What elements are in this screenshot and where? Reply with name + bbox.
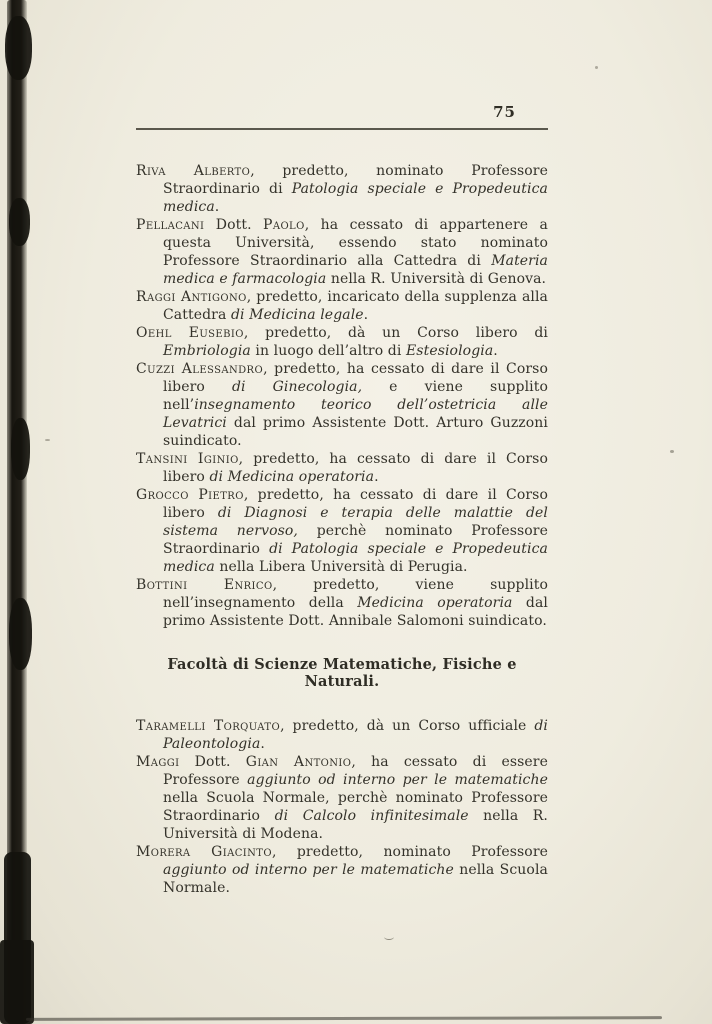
entry-segment: , predetto, ha cessato di dare il Corso libero xyxy=(163,451,548,485)
binding-mark xyxy=(11,418,30,480)
entry-segment: . xyxy=(363,307,369,323)
faculty-section-heading: Facoltà di Scienze Matematiche, Fisiche e Naturali. xyxy=(167,656,517,690)
entry-segment: Taramelli Torquato xyxy=(136,718,281,734)
entry-segment: di Ginecologia, xyxy=(231,379,363,395)
entry xyxy=(136,486,548,576)
entry-segment: Estesiologia xyxy=(405,343,494,359)
entry-segment: , ha cessato di appartenere a questa Università, essendo stato nominato Professore Straordinario alla Cattedra di xyxy=(163,217,548,269)
entry-segment: di Patologia speciale e Propedeutica medica xyxy=(163,541,548,575)
entry-segment: nella R. Università di Modena. xyxy=(163,808,548,842)
entry-segment: Dott. xyxy=(179,754,246,770)
binding-mark xyxy=(9,598,32,670)
binding-mark xyxy=(9,198,30,246)
scan-speck xyxy=(595,66,598,69)
entry xyxy=(136,843,548,897)
entry-segment: , predetto, dà un Corso libero di xyxy=(243,325,548,341)
entry-segment: . xyxy=(374,469,379,485)
header-rule xyxy=(136,128,548,130)
entry xyxy=(136,216,548,288)
entry-segment: dal primo Assistente Dott. Arturo Guzzoni suindicato. xyxy=(163,415,548,449)
entry-segment: di Medicina operatoria xyxy=(209,469,375,485)
entry-segment: Pellacani xyxy=(136,217,205,233)
entry-segment: di Calcolo infinitesimale xyxy=(274,808,469,824)
entry xyxy=(136,576,548,630)
entry-segment: insegnamento teorico dell’ostetricia alle Levatrici xyxy=(163,397,548,431)
page-number: 75 xyxy=(493,103,516,121)
entry-segment: Bottini Enrico xyxy=(136,577,273,593)
entry xyxy=(136,288,548,324)
entry-segment: nella Libera Università di Perugia. xyxy=(214,559,468,575)
entry-segment: Materia medica e farmacologia xyxy=(163,253,548,287)
page-content xyxy=(136,102,548,897)
entry-segment: nella R. Università di Genova. xyxy=(326,271,547,287)
entry-segment: , predetto, viene supplito nell’insegnamento della xyxy=(163,577,549,611)
entry-segment: Gian Antonio xyxy=(245,754,352,770)
entry-segment: Patologia speciale e Propedeutica medica xyxy=(163,181,548,215)
entry-segment: perchè nominato Professore Straordinario xyxy=(163,523,548,557)
entry-segment: . xyxy=(493,343,498,359)
entry xyxy=(136,717,548,753)
entry-segment: , predetto, nominato Professore xyxy=(271,844,548,860)
scan-edge-line xyxy=(26,1016,662,1021)
entry-segment: . xyxy=(260,736,265,752)
entry-segment: Riva Alberto xyxy=(136,163,251,179)
entry xyxy=(136,450,548,486)
entry-segment: Maggi xyxy=(136,754,180,770)
page-header xyxy=(136,102,548,122)
entry-segment: di Paleontologia xyxy=(163,718,548,752)
entry-segment: Oehl Eusebio xyxy=(136,325,244,341)
binding-mark xyxy=(5,16,32,80)
entry-segment: Cuzzi Alessandro xyxy=(136,361,264,377)
entry-segment: , predetto, ha cessato di dare il Corso libero xyxy=(163,361,548,395)
entry-segment: nella Scuola Normale. xyxy=(163,862,548,896)
entry-segment: aggiunto od interno per le matematiche xyxy=(163,862,454,878)
entry xyxy=(136,324,548,360)
entry-segment: di Diagnosi e terapia delle malattie del sistema nervoso, xyxy=(163,505,548,539)
entry-segment: Embriologia xyxy=(163,343,251,359)
entry-segment: Raggi Antigono xyxy=(136,289,247,305)
entries-section-sciences xyxy=(136,717,548,897)
scan-speck xyxy=(670,450,674,453)
entry-segment: Paolo xyxy=(263,217,305,233)
entry-segment: nella Scuola Normale, perchè nominato Professore Straordinario xyxy=(163,790,548,824)
entry-segment: dal primo Assistente Dott. Annibale Salomoni suindicato. xyxy=(163,595,548,629)
entry-segment: , predetto, ha cessato di dare il Corso libero xyxy=(163,487,548,521)
entry xyxy=(136,162,548,216)
entry-segment: , predetto, nominato Professore Straordinario di xyxy=(163,163,548,197)
scan-mark xyxy=(384,934,394,940)
entry xyxy=(136,753,548,843)
entry-segment: aggiunto od interno per le matematiche xyxy=(247,772,548,788)
entry xyxy=(136,360,548,450)
entry-segment: di Medicina legale xyxy=(230,307,364,323)
scan-speck xyxy=(45,439,50,441)
entry-segment: e viene supplito nell’ xyxy=(163,379,548,413)
entry-segment: , ha cessato di essere Professore xyxy=(163,754,548,788)
entry-segment: Morera Giacinto xyxy=(136,844,272,860)
binding-mark xyxy=(0,940,34,1024)
entry-segment: . xyxy=(214,199,220,215)
entry-segment: , predetto, dà un Corso ufficiale xyxy=(280,718,535,734)
entry-segment: Medicina operatoria xyxy=(357,595,513,611)
entry-segment: Tansini Iginio xyxy=(136,451,239,467)
entry-segment: , predetto, incaricato della supplenza alla Cattedra xyxy=(163,289,548,323)
entry-segment: in luogo dell’altro di xyxy=(250,343,406,359)
entry-segment: Dott. xyxy=(204,217,264,233)
entry-segment: Grocco Pietro xyxy=(136,487,244,503)
entries-section-medicine xyxy=(136,162,548,630)
